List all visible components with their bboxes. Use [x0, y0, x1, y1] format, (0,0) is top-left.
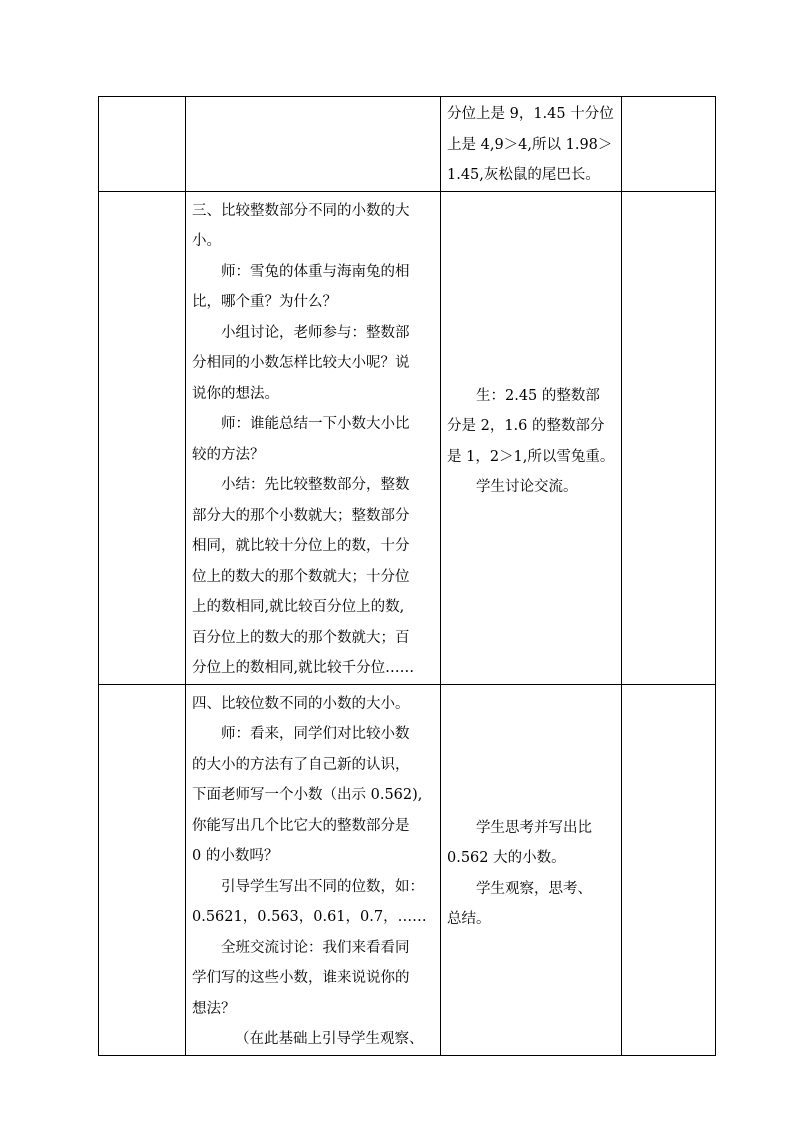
notes-cell [622, 191, 716, 684]
text-line: 下面老师写一个小数（出示 0.562), [192, 787, 423, 803]
student-activity-cell [441, 191, 622, 684]
text-line: 较的方法？ [192, 446, 265, 463]
student-activity-cell [441, 684, 622, 1055]
text-line: 分位上的数相同,就比较千分位…… [192, 660, 415, 676]
section-cell [99, 684, 186, 1055]
text-line: 是 1，2＞1,所以雪兔重。 [447, 448, 615, 465]
text-line: 引导学生写出不同的位数，如： [221, 878, 424, 895]
text-line: 小。 [192, 233, 221, 249]
text-line: 1.45,灰松鼠的尾巴长。 [447, 167, 600, 183]
teacher-activity-cell [186, 191, 441, 684]
text-line: 上的数相同,就比较百分位上的数, [192, 599, 405, 615]
text-line: 比，哪个重？为什么？ [192, 294, 337, 310]
text-line: 学生思考并写出比 [476, 819, 592, 836]
table-row [99, 97, 716, 192]
teacher-activity-cell [186, 684, 441, 1055]
student-activity-cell [441, 97, 622, 192]
text-line: 分相同的小数怎样比较大小呢？说 [192, 355, 410, 371]
text-line: 学生讨论交流。 [476, 479, 578, 495]
table-row [99, 684, 716, 1055]
teacher-activity-cell [186, 97, 441, 192]
text-line: 全班交流讨论：我们来看看同 [221, 939, 410, 956]
text-line: 0 的小数吗？ [192, 848, 279, 864]
section-heading: 三、比较整数部分不同的小数的大 [192, 202, 410, 219]
text-line: 学们写的这些小数，谁来说说你的 [192, 970, 410, 986]
text-line: （在此基础上引导学生观察、 [235, 1031, 424, 1047]
text-line: 小组讨论，老师参与：整数部 [221, 324, 410, 341]
text-line: 的大小的方法有了自己新的认识， [192, 756, 410, 773]
text-line: 0.5621，0.563，0.61，0.7，…… [192, 909, 427, 925]
text-line: 分是 2，1.6 的整数部分 [447, 418, 605, 434]
table-row [99, 191, 716, 684]
text-line: 师：雪兔的体重与海南兔的相 [221, 263, 410, 280]
text-line: 位上的数大的那个数就大；十分位 [192, 568, 410, 585]
text-line: 相同，就比较十分位上的数，十分 [192, 538, 410, 554]
section-cell [99, 191, 186, 684]
text-line: 师：谁能总结一下小数大小比 [221, 416, 410, 432]
text-line: 你能写出几个比它大的整数部分是 [192, 817, 410, 834]
text-line: 师：看来，同学们对比较小数 [221, 726, 410, 742]
text-line: 0.562 大的小数。 [447, 850, 566, 866]
notes-cell [622, 684, 716, 1055]
section-cell [99, 97, 186, 192]
text-line: 部分大的那个小数就大；整数部分 [192, 507, 410, 524]
text-line: 生：2.45 的整数部 [476, 387, 600, 404]
notes-cell [622, 97, 716, 192]
text-line: 学生观察，思考、 [476, 880, 592, 897]
section-heading: 四、比较位数不同的小数的大小。 [192, 695, 410, 712]
text-line: 总结。 [447, 911, 491, 927]
text-line: 想法？ [192, 1000, 236, 1017]
text-line: 分位上是 9，1.45 十分位 [447, 106, 614, 122]
text-line: 说你的想法。 [192, 385, 279, 402]
text-line: 上是 4,9＞4,所以 1.98＞ [447, 136, 613, 153]
text-line: 小结：先比较整数部分，整数 [221, 477, 410, 493]
lesson-plan-table [98, 96, 716, 1056]
text-line: 百分位上的数大的那个数就大；百 [192, 629, 410, 646]
